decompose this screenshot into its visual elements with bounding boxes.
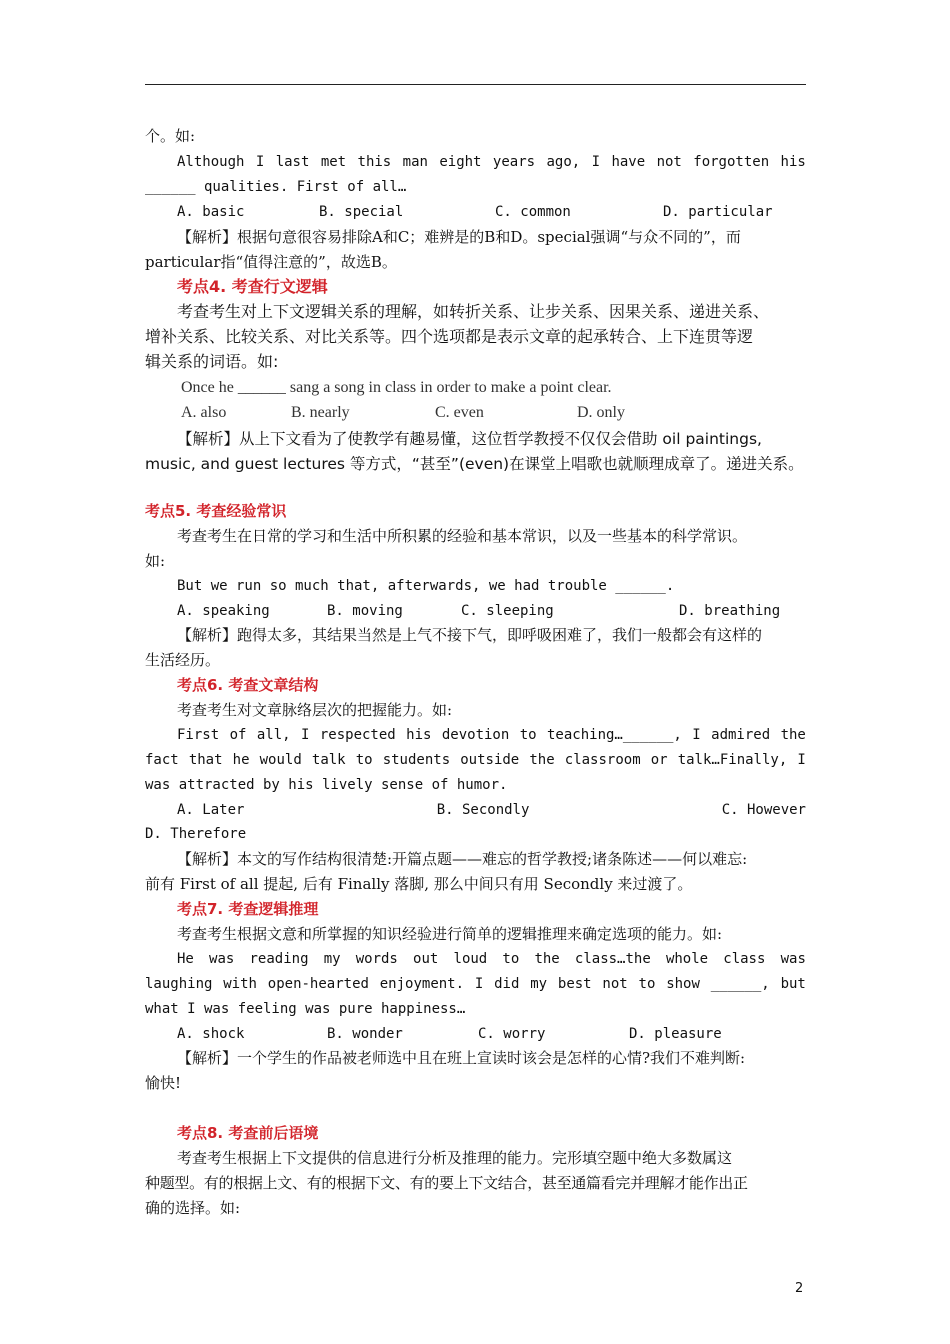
section-heading-7: 考点7. 考查逻辑推理 — [177, 900, 319, 918]
analysis: 【解析】一个学生的作品被老师选中且在班上宣读时该会是怎样的心情?我们不难判断: — [177, 1049, 746, 1067]
intro-line: 个。如: — [145, 127, 196, 145]
option: B. special — [319, 204, 404, 220]
option: B. moving — [327, 603, 403, 619]
option: B. Secondly — [436, 802, 530, 818]
option: D. Therefore — [145, 826, 247, 842]
option: D. only — [577, 404, 625, 421]
question-line: Once he ______ sang a song in class in order to make a point clear. — [181, 379, 612, 396]
section-description: 辑关系的词语。如: — [145, 352, 279, 371]
options-row — [177, 599, 806, 623]
analysis: 前有 First of all 提起, 后有 Finally 落脚, 那么中间只有用 Secondly 来过渡了。 — [145, 875, 693, 893]
question-line: what I was feeling was pure happiness… — [145, 1001, 466, 1017]
option: A. shock — [177, 1026, 245, 1042]
options-row — [177, 200, 806, 224]
option: A. basic — [177, 204, 245, 220]
section-description: 考查考生在日常的学习和生活中所积累的经验和基本常识，以及一些基本的科学常识。 — [177, 527, 748, 545]
option: C. even — [435, 404, 484, 421]
analysis: 愉快! — [145, 1074, 182, 1092]
option: D. pleasure — [629, 1026, 722, 1042]
section-heading-4: 考点4. 考查行文逻辑 — [177, 277, 328, 296]
option: A. Later — [177, 802, 245, 818]
header-rule — [145, 84, 806, 85]
option: B. nearly — [291, 404, 350, 421]
option: A. also — [181, 404, 227, 421]
option: C. worry — [478, 1026, 546, 1042]
analysis: 【解析】跑得太多，其结果当然是上气不接下气，即呼吸困难了，我们一般都会有这样的 — [177, 626, 763, 644]
question-line: He was reading my words out loud to the class…the whole class was — [177, 951, 806, 967]
section-description: 种题型。有的根据上文、有的根据下文、有的要上下文结合，甚至通篇看完并理解才能作出正 — [145, 1174, 748, 1192]
analysis: music, and guest lectures 等方式，“甚至”(even)在课堂上唱歌也就顺理成章了。递进关系。 — [145, 455, 804, 473]
options-row — [181, 401, 842, 425]
question-line: But we run so much that, afterwards, we had trouble ______. — [177, 578, 675, 594]
options-row — [177, 1022, 806, 1046]
option: C. However — [721, 802, 806, 818]
section-heading-5: 考点5. 考查经验常识 — [145, 502, 287, 520]
question-line: Although I last met this man eight years ago, I have not forgotten his — [177, 154, 806, 170]
option: B. wonder — [327, 1026, 403, 1042]
option: A. speaking — [177, 603, 270, 619]
option: D. particular — [663, 204, 773, 220]
question-line: ______ qualities. First of all… — [145, 179, 407, 195]
section-description: 考查考生根据文意和所掌握的知识经验进行简单的逻辑推理来确定选项的能力。如: — [177, 925, 723, 943]
section-description: 考查考生对上下文逻辑关系的理解，如转折关系、让步关系、因果关系、递进关系、 — [177, 302, 770, 321]
question-line: fact that he would talk to students outside the classroom or talk…Finally, I — [145, 752, 806, 768]
section-description: 增补关系、比较关系、对比关系等。四个选项都是表示文章的起承转合、上下连贯等逻 — [145, 327, 754, 346]
analysis: 【解析】根据句意很容易排除A和C；难辨是的B和D。special强调“与众不同的”，而 — [177, 228, 741, 246]
question-line: First of all, I respected his devotion to teaching…______, I admired the — [177, 727, 806, 743]
section-description: 确的选择。如: — [145, 1199, 241, 1217]
section-description: 考查考生根据上下文提供的信息进行分析及推理的能力。完形填空题中绝大多数属这 — [177, 1149, 733, 1167]
question-line: laughing with open-hearted enjoyment. I did my best not to show ______, but — [145, 976, 806, 992]
options-row — [177, 798, 806, 822]
page-number: 2 — [795, 1281, 804, 1296]
question-line: was attracted by his lively sense of humor. — [145, 777, 508, 793]
section-description: 考查考生对文章脉络层次的把握能力。如: — [177, 701, 453, 719]
option: D. breathing — [679, 603, 781, 619]
section-heading-6: 考点6. 考查文章结构 — [177, 676, 319, 694]
analysis: 生活经历。 — [145, 651, 221, 669]
analysis: 【解析】本文的写作结构很清楚:开篇点题——难忘的哲学教授;诸条陈述——何以难忘: — [177, 850, 748, 868]
analysis: particular指“值得注意的”，故选B。 — [145, 253, 397, 271]
analysis: 【解析】从上下文看为了使教学有趣易懂，这位哲学教授不仅仅会借助 oil paintings, — [177, 430, 762, 448]
section-description: 如: — [145, 552, 166, 570]
option: C. sleeping — [461, 603, 554, 619]
section-heading-8: 考点8. 考查前后语境 — [177, 1124, 319, 1142]
option: C. common — [495, 204, 571, 220]
